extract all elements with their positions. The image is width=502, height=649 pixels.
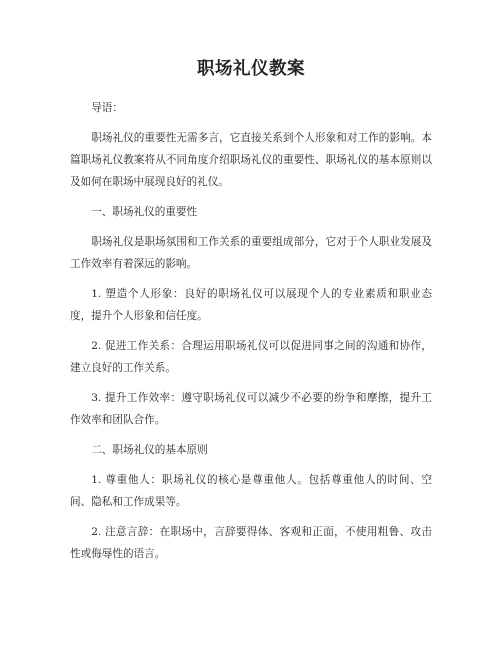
paragraph-intro: 职场礼仪的重要性无需多言，它直接关系到个人形象和对工作的影响。本篇职场礼仪教案将从不同角度介绍职场礼仪的重要性、职场礼仪的基本原则以及如何在职场中展现良好的礼仪。 <box>70 132 432 188</box>
list-item-respect: 1. 尊重他人：职场礼仪的核心是尊重他人。包括尊重他人的时间、空间、隐私和工作成果等。 <box>70 474 432 508</box>
paragraph-importance: 职场礼仪是职场氛围和工作关系的重要组成部分，它对于个人职业发展及工作效率有着深远的影响。 <box>70 236 432 270</box>
list-item-image: 1. 塑造个人形象：良好的职场礼仪可以展现个人的专业素质和职业态度，提升个人形象和信任度。 <box>70 288 432 322</box>
paragraph-intro-label: 导语： <box>91 102 123 114</box>
list-item-efficiency: 3. 提升工作效率：遵守职场礼仪可以减少不必要的纷争和摩擦，提升工作效率和团队合作。 <box>70 392 432 426</box>
list-item-relations: 2. 促进工作关系：合理运用职场礼仪可以促进同事之间的沟通和协作，建立良好的工作关系。 <box>70 340 432 374</box>
list-item-speech: 2. 注意言辞：在职场中，言辞要得体、客观和正面，不使用粗鲁、攻击性或侮辱性的语言。 <box>70 526 432 560</box>
document-title: 职场礼仪教案 <box>197 59 305 79</box>
section-heading-importance: 一、职场礼仪的重要性 <box>91 206 198 218</box>
section-heading-principles: 二、职场礼仪的基本原则 <box>91 444 208 456</box>
